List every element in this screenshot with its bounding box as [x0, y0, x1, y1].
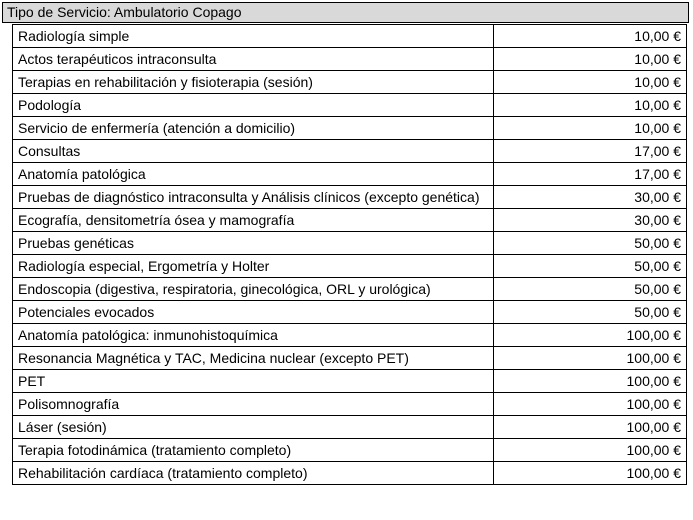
copago-price: 50,00 € — [494, 255, 687, 278]
copago-price: 100,00 € — [494, 439, 687, 462]
table-row — [13, 209, 687, 232]
service-name: Anatomía patológica — [13, 163, 494, 186]
table-row — [13, 278, 687, 301]
service-name: Pruebas genéticas — [13, 232, 494, 255]
copago-price: 10,00 € — [494, 48, 687, 71]
copago-table — [12, 24, 687, 485]
table-row — [13, 255, 687, 278]
copago-table-body — [13, 25, 687, 485]
table-row — [13, 416, 687, 439]
service-name: Radiología simple — [13, 25, 494, 48]
service-name: Resonancia Magnética y TAC, Medicina nuclear (excepto PET) — [13, 347, 494, 370]
table-row — [13, 48, 687, 71]
copago-price: 50,00 € — [494, 232, 687, 255]
service-name: Radiología especial, Ergometría y Holter — [13, 255, 494, 278]
service-name: Podología — [13, 94, 494, 117]
table-row — [13, 439, 687, 462]
copago-price: 100,00 € — [494, 324, 687, 347]
service-name: Pruebas de diagnóstico intraconsulta y Análisis clínicos (excepto genética) — [13, 186, 494, 209]
copago-price: 17,00 € — [494, 163, 687, 186]
copago-price: 100,00 € — [494, 347, 687, 370]
table-row — [13, 301, 687, 324]
table-row — [13, 462, 687, 485]
service-name: Terapias en rehabilitación y fisioterapia (sesión) — [13, 71, 494, 94]
copago-price: 10,00 € — [494, 71, 687, 94]
copago-price: 30,00 € — [494, 209, 687, 232]
table-row — [13, 347, 687, 370]
copago-document — [2, 2, 689, 23]
service-name: Terapia fotodinámica (tratamiento completo) — [13, 439, 494, 462]
service-name: Actos terapéuticos intraconsulta — [13, 48, 494, 71]
service-name: Láser (sesión) — [13, 416, 494, 439]
copago-price: 10,00 € — [494, 25, 687, 48]
table-row — [13, 324, 687, 347]
service-name: PET — [13, 370, 494, 393]
table-row — [13, 163, 687, 186]
table-row — [13, 25, 687, 48]
copago-price: 50,00 € — [494, 301, 687, 324]
table-row — [13, 232, 687, 255]
table-row — [13, 94, 687, 117]
service-name: Endoscopia (digestiva, respiratoria, ginecológica, ORL y urológica) — [13, 278, 494, 301]
service-name: Consultas — [13, 140, 494, 163]
copago-price: 100,00 € — [494, 462, 687, 485]
table-row — [13, 370, 687, 393]
service-name: Ecografía, densitometría ósea y mamografía — [13, 209, 494, 232]
copago-price: 10,00 € — [494, 117, 687, 140]
copago-price: 100,00 € — [494, 393, 687, 416]
service-name: Servicio de enfermería (atención a domicilio) — [13, 117, 494, 140]
service-name: Potenciales evocados — [13, 301, 494, 324]
service-name: Rehabilitación cardíaca (tratamiento completo) — [13, 462, 494, 485]
copago-price: 10,00 € — [494, 94, 687, 117]
service-name: Anatomía patológica: inmunohistoquímica — [13, 324, 494, 347]
service-name: Polisomnografía — [13, 393, 494, 416]
copago-price: 100,00 € — [494, 370, 687, 393]
copago-price: 50,00 € — [494, 278, 687, 301]
table-row — [13, 71, 687, 94]
copago-price: 17,00 € — [494, 140, 687, 163]
copago-price: 100,00 € — [494, 416, 687, 439]
copago-price: 30,00 € — [494, 186, 687, 209]
table-row — [13, 186, 687, 209]
table-row — [13, 393, 687, 416]
service-type-header: Tipo de Servicio: Ambulatorio Copago — [2, 2, 689, 23]
table-row — [13, 140, 687, 163]
table-row — [13, 117, 687, 140]
